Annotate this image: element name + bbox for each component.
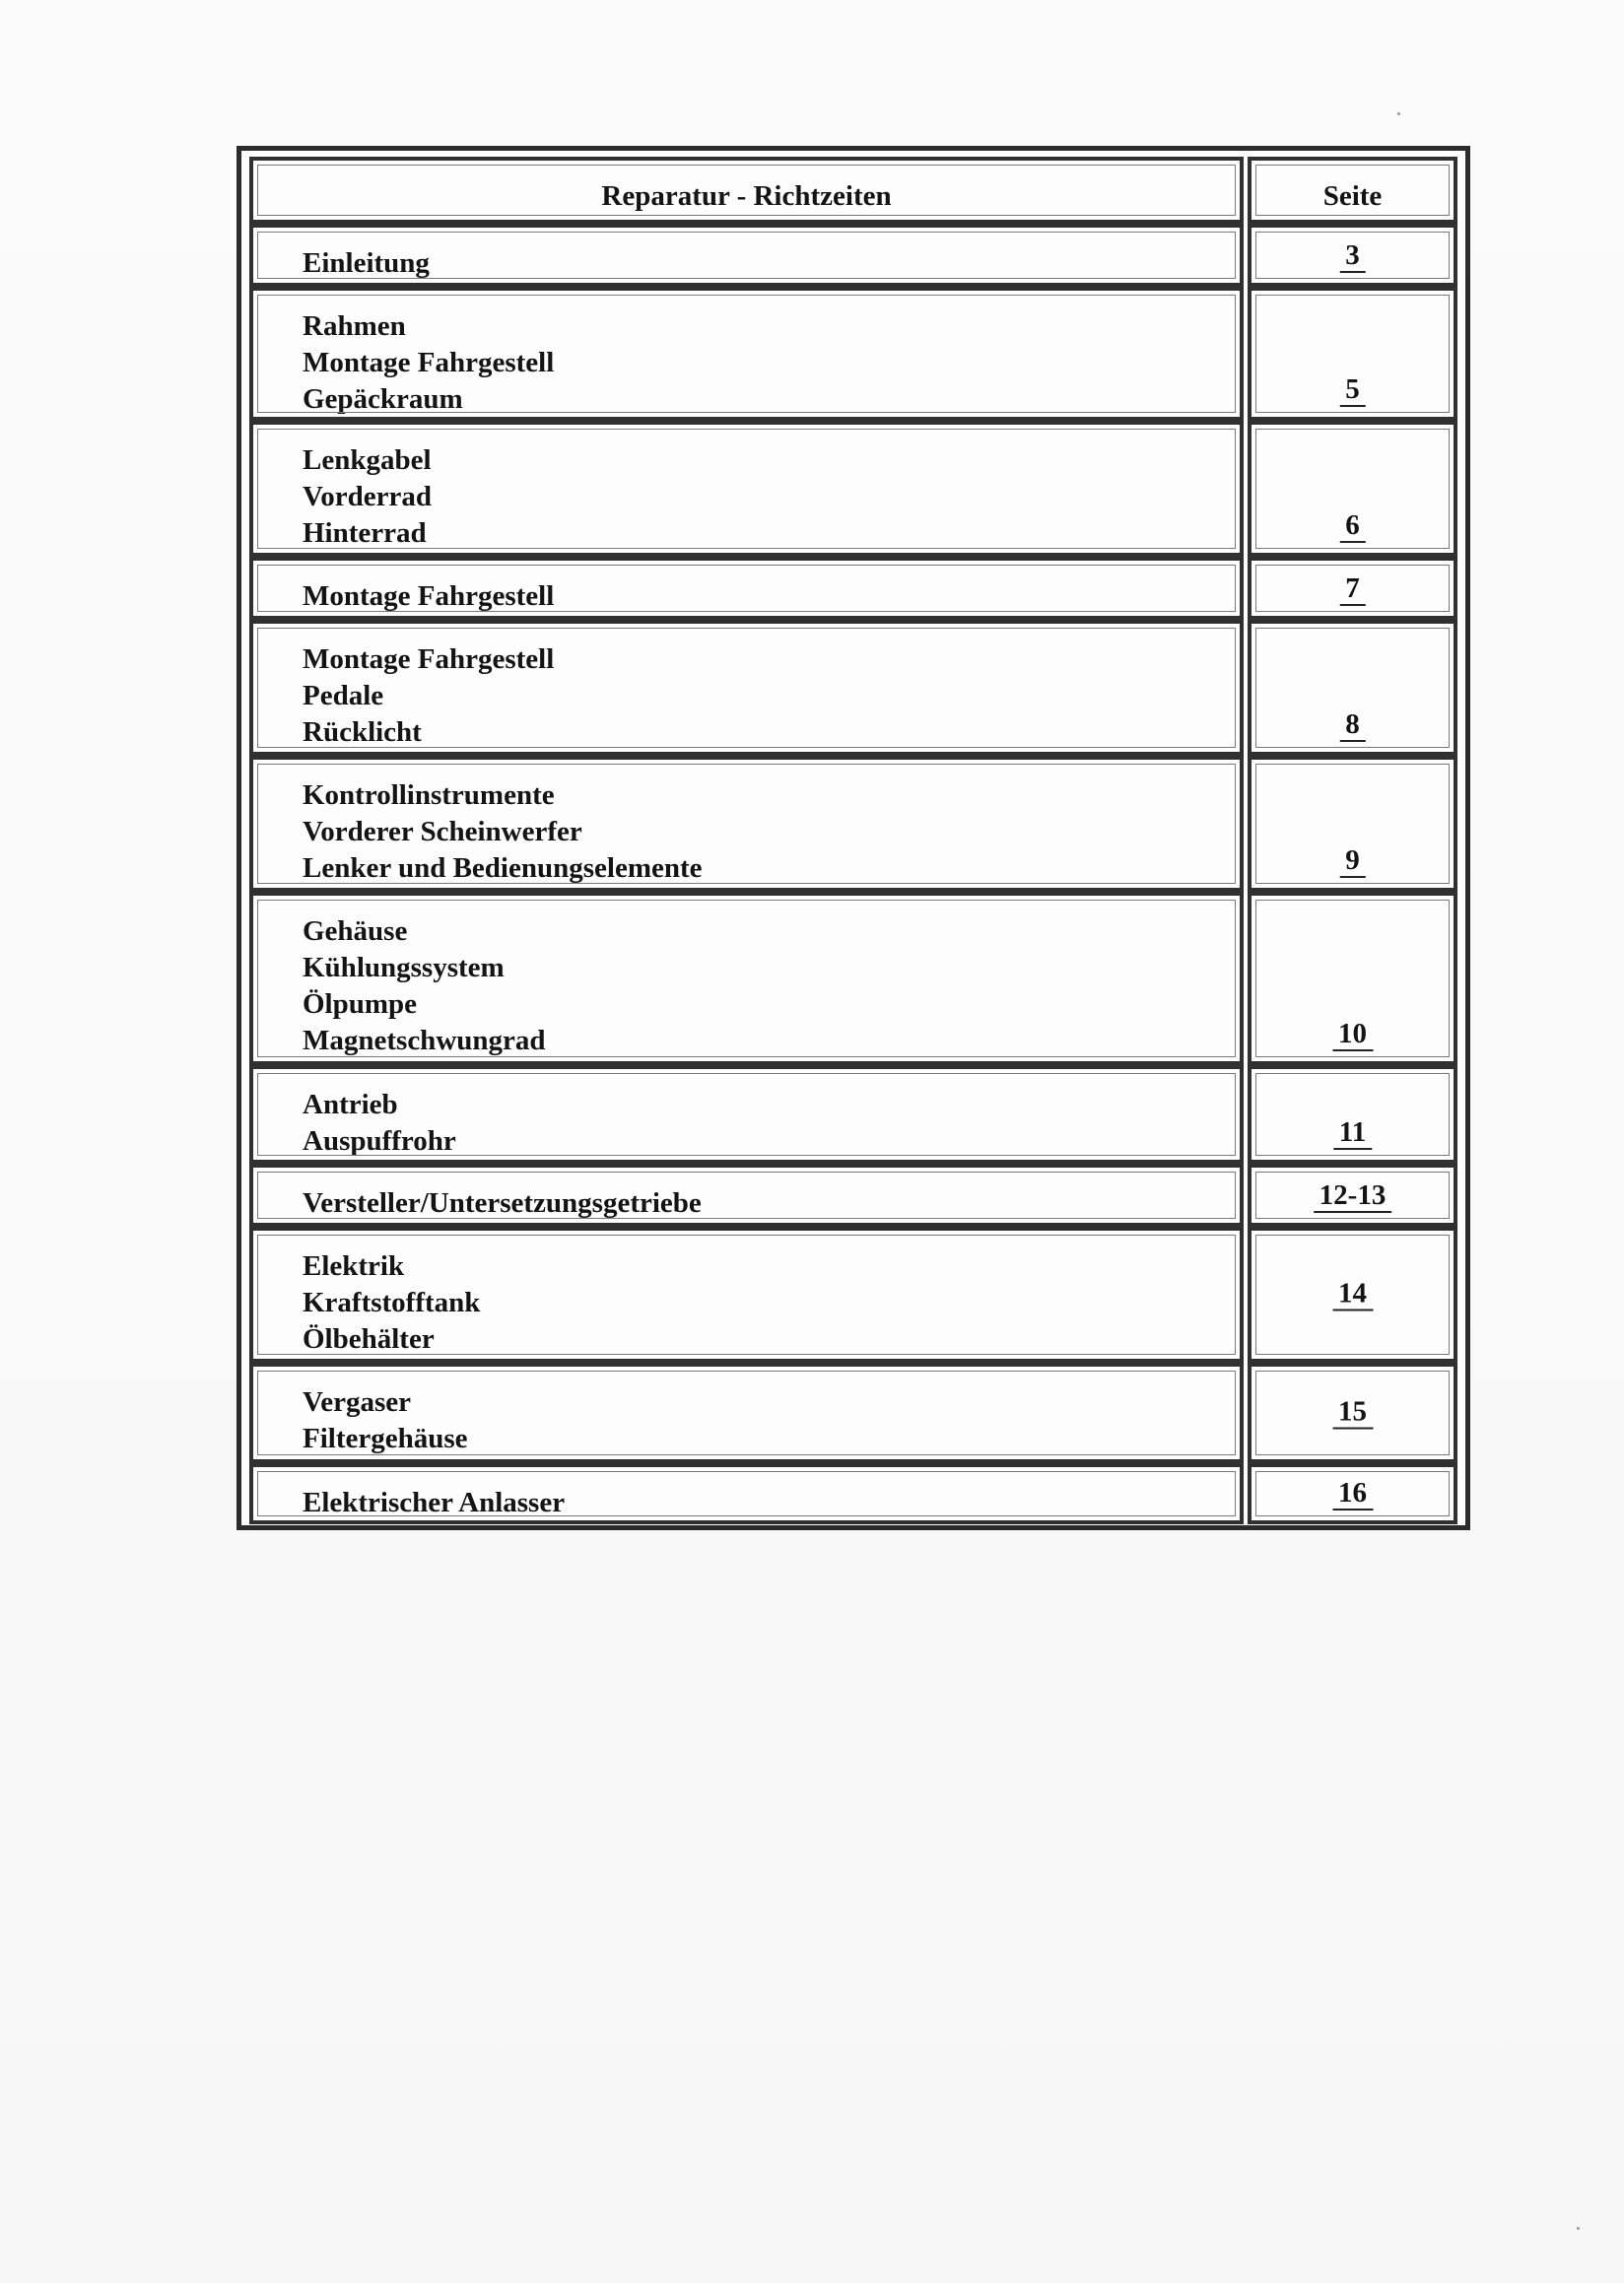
toc-entry-page	[1248, 1227, 1457, 1363]
toc-entry-page	[1248, 756, 1457, 892]
toc-entry-line: Elektrik	[303, 1250, 405, 1282]
toc-header-page-text: Seite	[1322, 180, 1383, 212]
toc-entry-title	[249, 1164, 1244, 1227]
toc-row	[249, 224, 1457, 287]
toc-header-page	[1248, 157, 1457, 224]
toc-entry-page	[1248, 287, 1457, 421]
toc-row	[249, 421, 1457, 557]
toc-entry-page	[1248, 421, 1457, 557]
toc-entry-line: Ölpumpe	[303, 988, 418, 1020]
toc-entry-line: Vergaser	[303, 1386, 412, 1418]
toc-entry-line: Rücklicht	[303, 716, 422, 748]
toc-row	[249, 1065, 1457, 1164]
toc-page-number: 9	[1339, 845, 1366, 878]
toc-entry-title	[249, 421, 1244, 557]
toc-page-number: 15	[1332, 1397, 1373, 1430]
toc-entry-line: Elektrischer Anlasser	[303, 1487, 566, 1518]
toc-entry-line: Gepäckraum	[303, 383, 463, 415]
toc-page-number: 3	[1339, 240, 1366, 273]
toc-row	[249, 1164, 1457, 1227]
toc-entry-page	[1248, 557, 1457, 620]
toc-entry-title	[249, 892, 1244, 1065]
toc-row	[249, 557, 1457, 620]
toc-page-number: 7	[1339, 573, 1366, 606]
toc-page-number: 8	[1339, 709, 1366, 742]
scan-speck	[1397, 112, 1400, 115]
toc-header-row	[249, 157, 1457, 224]
toc-entry-page	[1248, 1164, 1457, 1227]
toc-row	[249, 1363, 1457, 1463]
toc-entry-page	[1248, 224, 1457, 287]
toc-entry-title	[249, 1463, 1244, 1524]
toc-page-number: 11	[1333, 1117, 1372, 1150]
toc-entry-line: Gehäuse	[303, 915, 408, 947]
toc-entry-line: Magnetschwungrad	[303, 1025, 546, 1056]
toc-entry-line: Kraftstofftank	[303, 1287, 481, 1318]
toc-entry-line: Ölbehälter	[303, 1323, 435, 1355]
toc-entry-line: Hinterrad	[303, 517, 427, 549]
toc-entry-line: Lenkgabel	[303, 444, 432, 476]
toc-entry-line: Antrieb	[303, 1089, 398, 1120]
toc-page-number: 16	[1332, 1478, 1373, 1511]
toc-entry-title	[249, 1363, 1244, 1463]
toc-entry-title	[249, 287, 1244, 421]
toc-entry-title	[249, 620, 1244, 756]
toc-entry-title	[249, 1227, 1244, 1363]
toc-entry-line: Pedale	[303, 680, 384, 711]
toc-page-number: 5	[1339, 374, 1366, 407]
toc-row	[249, 287, 1457, 421]
toc-entry-title	[249, 1065, 1244, 1164]
toc-page-number: 10	[1332, 1019, 1373, 1051]
toc-row	[249, 1463, 1457, 1524]
table-of-contents	[237, 146, 1470, 1530]
toc-entry-line: Kühlungssystem	[303, 952, 505, 983]
toc-row	[249, 620, 1457, 756]
toc-entry-line: Montage Fahrgestell	[303, 643, 555, 675]
toc-entry-page	[1248, 1363, 1457, 1463]
toc-page-number: 12-13	[1314, 1180, 1392, 1213]
toc-header-title	[249, 157, 1244, 224]
toc-entry-line: Lenker und Bedienungselemente	[303, 852, 703, 884]
toc-entry-line: Filtergehäuse	[303, 1423, 468, 1454]
toc-entry-line: Versteller/Untersetzungsgetriebe	[303, 1187, 702, 1219]
toc-entry-title	[249, 224, 1244, 287]
toc-entry-page	[1248, 892, 1457, 1065]
toc-entry-line: Auspuffrohr	[303, 1125, 456, 1157]
toc-entry-page	[1248, 1065, 1457, 1164]
toc-entry-line: Rahmen	[303, 310, 406, 342]
toc-entry-line: Montage Fahrgestell	[303, 580, 555, 612]
toc-entry-line: Kontrollinstrumente	[303, 779, 555, 811]
toc-row	[249, 1227, 1457, 1363]
toc-header-title-text: Reparatur - Richtzeiten	[601, 180, 892, 212]
toc-entry-page	[1248, 620, 1457, 756]
scan-speck	[1577, 2227, 1580, 2230]
toc-entry-page	[1248, 1463, 1457, 1524]
toc-entry-title	[249, 557, 1244, 620]
toc-entry-title	[249, 756, 1244, 892]
toc-row	[249, 892, 1457, 1065]
toc-page-number: 6	[1339, 510, 1366, 543]
toc-row	[249, 756, 1457, 892]
toc-entry-line: Vorderrad	[303, 481, 433, 512]
toc-entry-line: Vorderer Scheinwerfer	[303, 816, 582, 847]
toc-entry-line: Montage Fahrgestell	[303, 347, 555, 378]
toc-entry-line: Einleitung	[303, 247, 430, 279]
toc-page-number: 14	[1332, 1279, 1373, 1311]
